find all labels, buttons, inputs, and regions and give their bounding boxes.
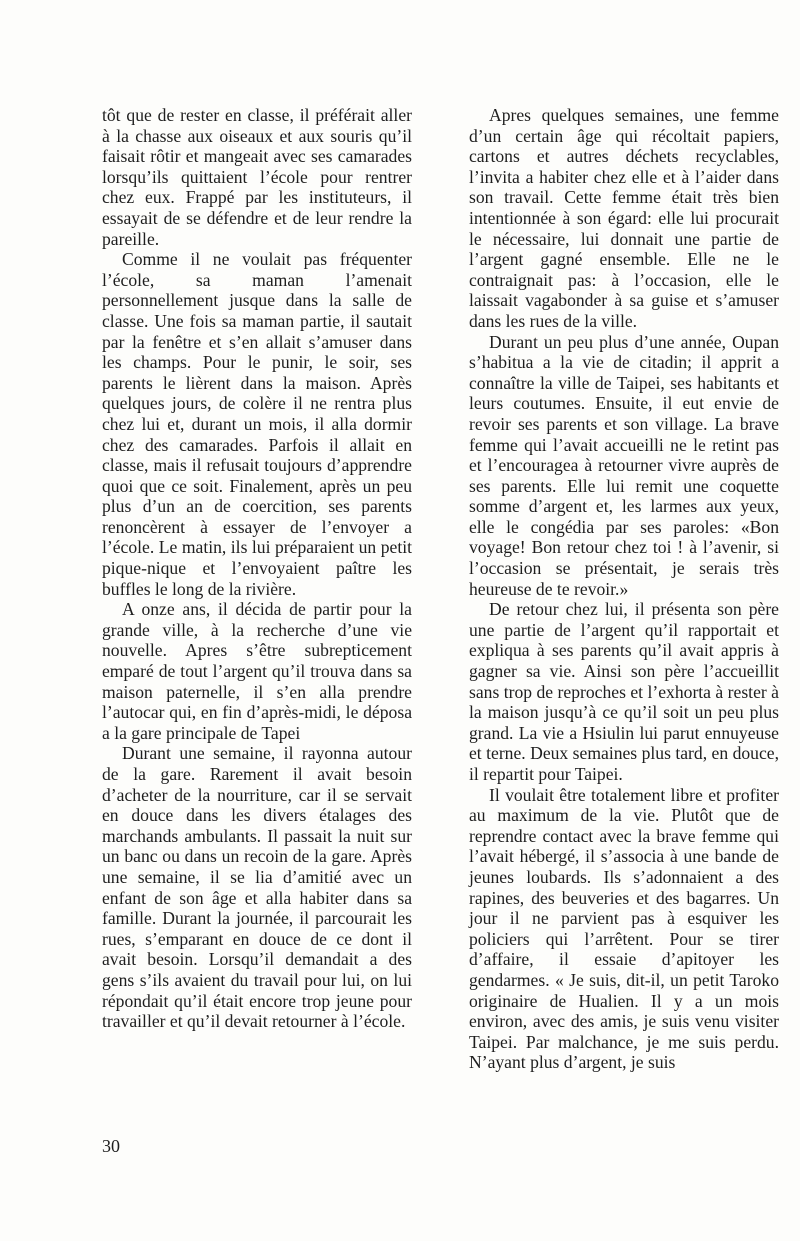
- right-paragraph-4: Il voulait être totalement libre et profiter au maximum de la vie. Plutôt que de reprendre contact avec la brave femme qui l’avait hébergé, il s’associa à une bande de jeunes loubards. Ils s’adonnaient a des rapines, des beuveries et des bagarres. Un jour il ne parvient pas à esquiver les policiers qui l’arrêtent. Pour se tirer d’affaire, il essaie d’apitoyer les gendarmes. « Je suis, dit-il, un petit Taroko originaire de Hualien. Il y a un mois environ, avec des amis, je suis venu visiter Taipei. Par malchance, je me suis perdu. N’ayant plus d’argent, je suis: [469, 784, 779, 1073]
- page-number: 30: [102, 1136, 120, 1156]
- right-paragraph-2: Durant un peu plus d’une année, Oupan s’habitua a la vie de citadin; il apprit a connaître la ville de Taipei, ses habitants et leurs coutumes. Ensuite, il eut envie de revoir ses parents et son village. La brave femme qui l’avait accueilli ne le retint pas et l’encouragea à retourner vivre auprès de ses parents. Elle lui remit une coquette somme d’argent et, les larmes aux yeux, elle le congédia par ses paroles: «Bon voyage! Bon retour chez toi ! à l’avenir, si l’occasion se présentait, je serais très heureuse de te revoir.»: [469, 331, 779, 599]
- left-paragraph-1: tôt que de rester en classe, il préférait aller à la chasse aux oiseaux et aux souris qu’il faisait rôtir et mangeait avec ses camarades lorsqu’ils quittaient l’école pour rentrer chez eux. Frappé par les instituteurs, il essayait de se défendre et de leur rendre la pareille.: [102, 105, 412, 249]
- left-column: [102, 105, 412, 1032]
- left-paragraph-4: Durant une semaine, il rayonna autour de la gare. Rarement il avait besoin d’acheter de la nourriture, car il se servait en douce dans les divers étalages des marchands ambulants. Il passait la nuit sur un banc ou dans un recoin de la gare. Après une semaine, il se lia d’amitié avec un enfant de son âge et alla habiter dans sa famille. Durant la journée, il parcourait les rues, s’emparant en douce de ce dont il avait besoin. Lorsqu’il demandait a des gens s’ils avaient du travail pour lui, on lui répondait qu’il était encore trop jeune pour travailler et qu’il devait retourner à l’école.: [102, 743, 412, 1032]
- left-paragraph-2: Comme il ne voulait pas fréquenter l’école, sa maman l’amenait personnellement jusque dans la salle de classe. Une fois sa maman partie, il sautait par la fenêtre et s’en allait s’amuser dans les champs. Pour le punir, le soir, ses parents le lièrent dans la maison. Après quelques jours, de colère il ne rentra plus chez lui et, durant un mois, il alla dormir chez des camarades. Parfois il allait en classe, mais il refusait toujours d’apprendre quoi que ce soit. Finalement, après un peu plus d’un an de coercition, ses parents renoncèrent à essayer de l’envoyer a l’école. Le matin, ils lui préparaient un petit pique-nique et l’envoyaient paître les buffles le long de la rivière.: [102, 249, 412, 599]
- right-column: [469, 105, 779, 1073]
- left-paragraph-3: A onze ans, il décida de partir pour la grande ville, à la recherche d’une vie nouvelle. Apres s’être subrepticement emparé de tout l’argent qu’il trouva dans sa maison paternelle, il s’en alla prendre l’autocar qui, en fin d’après-midi, le déposa a la gare principale de Tapei: [102, 599, 412, 743]
- right-paragraph-1: Apres quelques semaines, une femme d’un certain âge qui récoltait papiers, cartons et autres déchets recyclables, l’invita a habiter chez elle et à l’aider dans son travail. Cette femme était très bien intentionnée à son égard: elle lui procurait le nécessaire, lui donnait une partie de l’argent gagné ensemble. Elle ne le contraignait pas: à l’occasion, elle le laissait vagabonder à sa guise et s’amuser dans les rues de la ville.: [469, 105, 779, 331]
- right-paragraph-3: De retour chez lui, il présenta son père une partie de l’argent qu’il rapportait et expliqua à ses parents qu’il avait appris à gagner sa vie. Ainsi son père l’accueillit sans trop de reproches et l’exhorta à rester à la maison jusqu’à ce qu’il soit un peu plus grand. La vie a Hsiulin lui parut ennuyeuse et terne. Deux semaines plus tard, en douce, il repartit pour Taipei.: [469, 599, 779, 784]
